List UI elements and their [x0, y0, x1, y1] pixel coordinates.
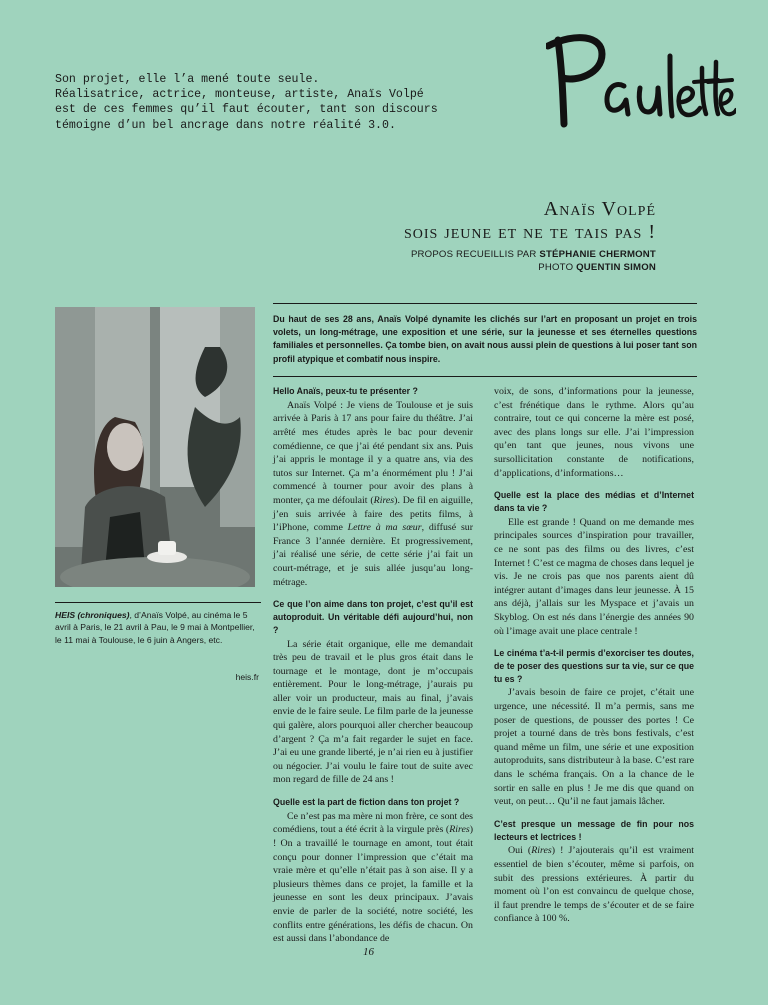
credit-label: PHOTO: [538, 261, 577, 273]
intro-line: est de ces femmes qu’il faut écouter, tant son discours: [55, 103, 438, 117]
intro-text: [55, 72, 525, 133]
page-number: 16: [363, 946, 374, 958]
credit-author: STÉPHANIE CHERMONT: [539, 249, 656, 260]
article-title: [240, 198, 656, 244]
answer: La série était organique, elle me demandait très peu de travail et le plus gros était dans le tournage et le montage, dont je m’occupais entièrement. Pour le long-métrage, j’aurais pu aller voir un producteur, mais au final, j’avais envie de le faire seule. Le film parle de la jeunesse qui galère, alors pourquoi aller chercher beaucoup d’argent ? Ça m’a fait regarder le sujet en face. J’ai eu une grande liberté, je n’ai rien eu à justifier ou négocier. J’ai voulu le faire tout de suite avec mon regard de fille de 24 ans !: [273, 638, 473, 786]
question: Le cinéma t’a-t-il permis d’exorciser tes doutes, de te poser des questions sur ta vie, sur ce que tu es ?: [494, 648, 694, 684]
question: Quelle est la part de fiction dans ton projet ?: [273, 797, 460, 808]
answer-text: ) ! On a travaillé le tournage en amont, tout était conçu pour donner l’impression que c’était ma vraie mère et qu’elle n’était pas à son aise. Il y a plusieurs thèmes dans ce projet, la famille et la jeunesse en sont les deux principaux. J’avais envie de parler de la société, notre société, les conflits entre générations, les défis de chacun. On est aussi dans l’abondance de: [273, 824, 473, 945]
portrait-photo: [55, 307, 255, 587]
intro-line: témoigne d’un bel ancrage dans notre réalité 3.0.: [55, 118, 396, 132]
credits: [240, 249, 656, 274]
intro-line: Son projet, elle l’a mené toute seule.: [55, 73, 320, 86]
caption-website: heis.fr: [235, 672, 259, 682]
credit-label: PROPOS RECUEILLIS PAR: [410, 249, 540, 260]
answer: J’avais besoin de faire ce projet, c’était une urgence, une nécessité. Il m’a permis, sans me poser de questions, de pousser des portes ! Ce projet a tourné dans de très bons festivals, c’est quand même un film, une série et une exposition autoproduits, sans distributeur à la base. C’est rare dans le schéma français. On a la chance de le sortir en salle en plus ! Je me dis que quand on veut, on peut… Qu’il ne faut jamais lâcher.: [494, 687, 694, 808]
laugh-note: Rires: [531, 845, 552, 857]
intro-line: Réalisatrice, actrice, monteuse, artiste, Anaïs Volpé: [55, 88, 424, 102]
credit-photographer: QUENTIN SIMON: [576, 261, 656, 273]
question: Ce que l’on aime dans ton projet, c’est qu’il est autoproduit. Un véritable défi aujourd’hui, non ?: [273, 599, 473, 635]
answer-text: Oui (: [508, 845, 532, 857]
article-lead: Du haut de ses 28 ans, Anaïs Volpé dynamite les clichés sur l’art en proposant un projet en trois volets, un long-métrage, une exposition et une série, sur la jeunesse et ses éternelles questions familiales et personnelles. Ça tombe bien, on avait nous aussi plein de questions à lui poser tant son profil atypique et combatif nous inspire.: [273, 303, 697, 377]
question: Hello Anaïs, peux-tu te présenter ?: [273, 386, 418, 396]
title-line-1: Anaïs Volpé: [543, 198, 656, 220]
answer-text: ). De fil en aiguille, j’en suis arrivée à faire des petits films, à l’iPhone, comme: [273, 494, 474, 534]
photo-caption: [55, 602, 261, 646]
answer-text: Anaïs Volpé : Je viens de Toulouse et je suis arrivée à Paris à 17 ans pour faire du théâtre. J’ai arrêté mes études après le bac pour devenir comédienne, ce que j’ai été pendant six ans. Puis j’ai appris le montage il y a quatre ans, via des tutos sur Internet. Ça m’a énormément plu ! J’ai commencé à tourner pour avoir des plans à monter, ça me défoulait (: [273, 399, 473, 506]
article-column-2: [494, 385, 694, 926]
laugh-note: Rires: [373, 494, 395, 506]
answer-text: Ce n’est pas ma mère ni mon frère, ce sont des comédiens, tout a été écrit à la virgule près (: [273, 810, 473, 836]
credit-photo: [240, 262, 656, 275]
answer: [273, 399, 473, 589]
answer-continued: voix, de sons, d’informations pour la jeunesse, c’est frénétique dans le rythme. Alors qu’au contraire, tout ce qui concerne la mère est posé, avec des plans longs sur elle. J’ai l’impression qu’en tant que jeunes, nous vivons une sursollicitation constante de notifications, d’applications, d’informations…: [494, 386, 694, 479]
answer-text: ) ! J’ajouterais qu’il est vraiment essentiel de bien s’écouter, même si parfois, on subit des pressions extérieures. À partir du moment où l’on est convaincu de quelque chose, il faut prendre le temps de s’écouter et de se faire confiance à 100 %.: [494, 845, 694, 925]
question: C’est presque un message de fin pour nos lecteurs et lectrices !: [494, 818, 694, 842]
answer: Elle est grande ! Quand on me demande mes principales sources d’inspiration pour travailler, ce ne sont pas des films ou des livres, c’est Internet ! C’est ce magma de choses dans lequel je vis. Je ne crois pas que nos parents aient dû intégrer autant d’images dans leur jeunesse. À 15 ans déjà, j’allais sur les Myspace et j’avais un Skyblog. On est nés dans l’énergie des années 90 où l’image avait une place centrale !: [494, 516, 694, 637]
question: Quelle est la place des médias et d’Internet dans ta vie ?: [494, 490, 694, 513]
film-title: Lettre à ma sœur: [347, 522, 422, 534]
article-column-1: [273, 385, 473, 946]
answer: [273, 810, 473, 946]
paulette-logo: [546, 28, 736, 128]
laugh-note: Rires: [449, 824, 470, 836]
answer: [494, 844, 694, 926]
caption-film-title: HEIS (chroniques): [55, 610, 130, 620]
answer-text: , diffusé sur France 3 l’année dernière. Et progressivement, j’ai réalisé une série, de cette série j’ai fait un court-métrage, et je suis allée jusqu’au long-métrage.: [273, 522, 474, 588]
title-line-2: sois jeune et ne te tais pas !: [403, 221, 656, 243]
caption-text: , d’Anaïs Volpé, au cinéma le 5 avril à Paris, le 21 avril à Pau, le 9 mai à Montpellier, le 11 mai à Toulouse, le 6 juin à Angers, etc.: [55, 610, 255, 645]
credit-interview: [240, 249, 656, 262]
